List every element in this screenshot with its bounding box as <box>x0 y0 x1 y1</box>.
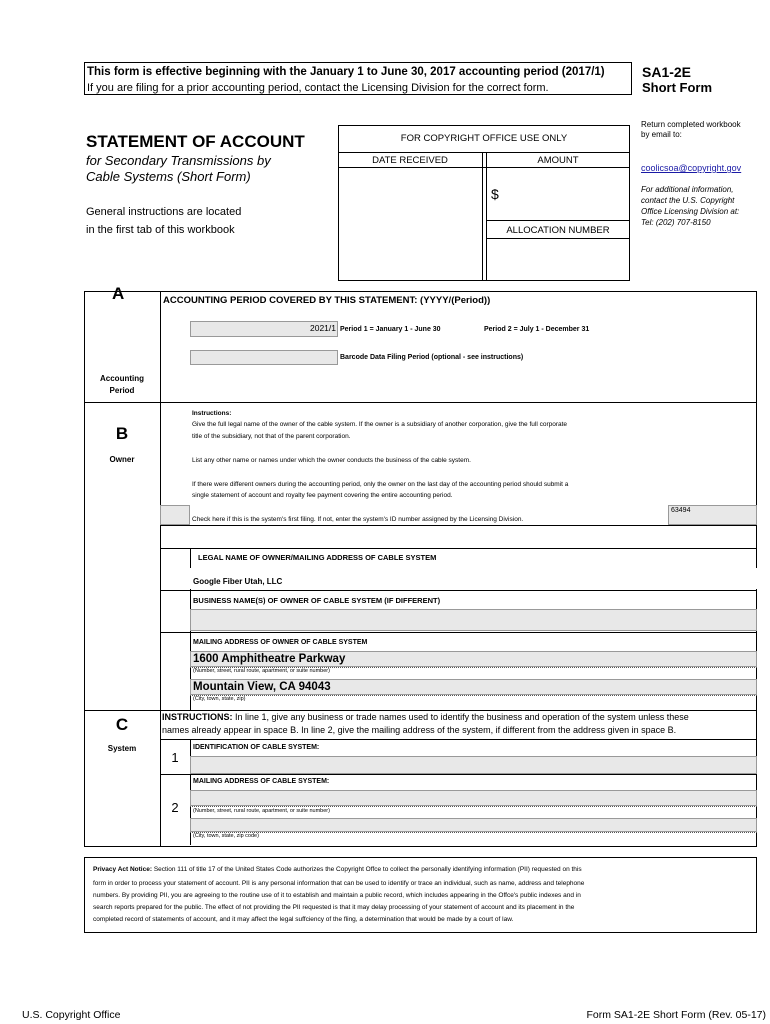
section-c-instructions-2: names already appear in space B. In line 2, give the mailing address of the system, if different from the address given in space B. <box>162 725 677 735</box>
section-a-label-1: Accounting <box>100 374 144 383</box>
first-filing-checkbox[interactable] <box>160 505 190 525</box>
section-c-letter: C <box>115 715 129 734</box>
period-2-note: Period 2 = July 1 - December 31 <box>484 326 590 333</box>
owner-city-hint: (City, town, state, zip) <box>193 696 246 702</box>
first-filing-label: Check here if this is the system's first filing. If not, enter the system's ID number assigned by the Licensing Division. <box>192 516 524 523</box>
system-street-input[interactable] <box>190 790 757 806</box>
privacy-line-2: form in order to process your statement of account. PII is any personal information that can be used to identify or trace an individual, such as name, address and telephone <box>93 880 585 887</box>
page-title: STATEMENT OF ACCOUNT <box>86 132 305 151</box>
period-1-note: Period 1 = January 1 - June 30 <box>340 326 441 333</box>
section-b-label: Owner <box>109 455 135 464</box>
section-c-label: System <box>107 744 137 753</box>
system-id-value: 63494 <box>671 507 691 514</box>
footer-left: U.S. Copyright Office <box>22 1009 121 1021</box>
office-use-heading: FOR COPYRIGHT OFFICE USE ONLY <box>400 133 568 144</box>
owner-instructions-heading: Instructions: <box>192 410 232 417</box>
system-ident-label: IDENTIFICATION OF CABLE SYSTEM: <box>193 744 320 751</box>
system-city-hint: (City, town, state, zip code) <box>193 833 259 839</box>
privacy-line-1 <box>93 866 582 873</box>
general-instructions-1: General instructions are located <box>86 206 242 218</box>
owner-instructions-2: title of the subsidiary, not that of the parent corporation. <box>192 433 351 440</box>
owner-instructions-4: If there were different owners during the accounting period, only the owner on the last day of the accounting period should submit a <box>192 481 569 488</box>
additional-info-3: Office Licensing Division at: <box>641 207 740 216</box>
system-ident-input[interactable] <box>190 756 757 774</box>
privacy-line-3: numbers. By providing PII, you are agreeing to the routine use of it to establish and maintain a public record, which includes appearing in the Offce's public indexes and in <box>93 892 581 899</box>
owner-instructions-5: single statement of account and royalty fee payment covering the entire accounting period. <box>192 492 453 499</box>
barcode-period-label: Barcode Data Filing Period (optional - see instructions) <box>340 354 524 361</box>
section-a-heading: ACCOUNTING PERIOD COVERED BY THIS STATEMENT: (YYYY/(Period)) <box>163 295 491 306</box>
owner-city-value: Mountain View, CA 94043 <box>193 681 331 693</box>
allocation-number-label: ALLOCATION NUMBER <box>506 225 610 236</box>
owner-instructions-3: List any other name or names under which the owner conducts the business of the cable system. <box>192 457 471 464</box>
section-c-instructions-text: In line 1, give any business or trade names used to identify the business and operation of the system unless these <box>232 712 689 722</box>
privacy-notice-title: Privacy Act Notice: <box>93 866 153 873</box>
section-b-letter: B <box>115 424 129 443</box>
system-mailing-label: MAILING ADDRESS OF CABLE SYSTEM: <box>193 778 330 785</box>
return-info-1: Return completed workbook <box>641 120 741 129</box>
form-code: SA1-2E <box>642 64 692 80</box>
barcode-period-input[interactable] <box>190 350 338 365</box>
section-a-label-2: Period <box>109 386 135 395</box>
legal-name-label: LEGAL NAME OF OWNER/MAILING ADDRESS OF CABLE SYSTEM <box>198 553 437 562</box>
page-subtitle-1: for Secondary Transmissions by <box>86 153 271 168</box>
prior-period-notice: If you are filing for a prior accounting period, contact the Licensing Division for the correct form. <box>87 82 549 94</box>
privacy-line-5: completed record of statements of account, and it may affect the legal suffciency of the fling, a determination that would be made by a court of law. <box>93 916 514 923</box>
accounting-period-value: 2021/1 <box>310 323 336 333</box>
page-subtitle-2: Cable Systems (Short Form) <box>86 169 251 184</box>
office-use-box <box>338 125 630 281</box>
footer-right: Form SA1-2E Short Form (Rev. 05-17) <box>586 1009 766 1021</box>
section-c-instructions-1 <box>162 712 689 722</box>
system-line-2-number: 2 <box>171 800 179 815</box>
owner-mailing-label: MAILING ADDRESS OF OWNER OF CABLE SYSTEM <box>193 639 368 646</box>
legal-name-value: Google Fiber Utah, LLC <box>193 577 283 586</box>
additional-info-2: contact the U.S. Copyright <box>641 196 735 205</box>
business-name-input[interactable] <box>190 609 757 631</box>
effective-notice: This form is effective beginning with the January 1 to June 30, 2017 accounting period (2017/1) <box>87 66 605 78</box>
additional-info-1: For additional information, <box>641 185 734 194</box>
date-received-label: DATE RECEIVED <box>372 155 448 166</box>
amount-label: AMOUNT <box>537 155 579 166</box>
system-line-1-number: 1 <box>171 750 179 765</box>
owner-instructions-1: Give the full legal name of the owner of the cable system. If the owner is a subsidiary of another corporation, give the full corporate <box>192 421 568 428</box>
owner-street-value: 1600 Amphitheatre Parkway <box>193 653 346 665</box>
system-city-input[interactable] <box>190 818 757 832</box>
privacy-line-1-text: Section 111 of title 17 of the United States Code authorizes the Copyright Offce to collect the personally identifying information (PII) requested on this <box>152 866 582 873</box>
general-instructions-2: in the first tab of this workbook <box>86 224 235 236</box>
section-a-letter: A <box>112 284 125 303</box>
amount-dollar-sign: $ <box>491 186 499 202</box>
section-c-instructions-bold: INSTRUCTIONS: <box>162 712 233 722</box>
owner-street-hint: (Number, street, rural route, apartment, or suite number) <box>193 668 330 674</box>
return-info-2: by email to: <box>641 130 682 139</box>
return-email-link[interactable]: coolicsoa@copyright.gov <box>641 163 742 173</box>
office-telephone: Tel: (202) 707-8150 <box>641 218 711 227</box>
privacy-line-4: search reports prepared for the public. The effect of not providing the PII requested is that it may delay processing of your statement of account and its placement in the <box>93 904 575 911</box>
system-street-hint: (Number, street, rural route, apartment, or suite number) <box>193 808 330 814</box>
business-name-label: BUSINESS NAME(S) OF OWNER OF CABLE SYSTEM (IF DIFFERENT) <box>193 596 441 605</box>
form-type: Short Form <box>642 80 713 95</box>
